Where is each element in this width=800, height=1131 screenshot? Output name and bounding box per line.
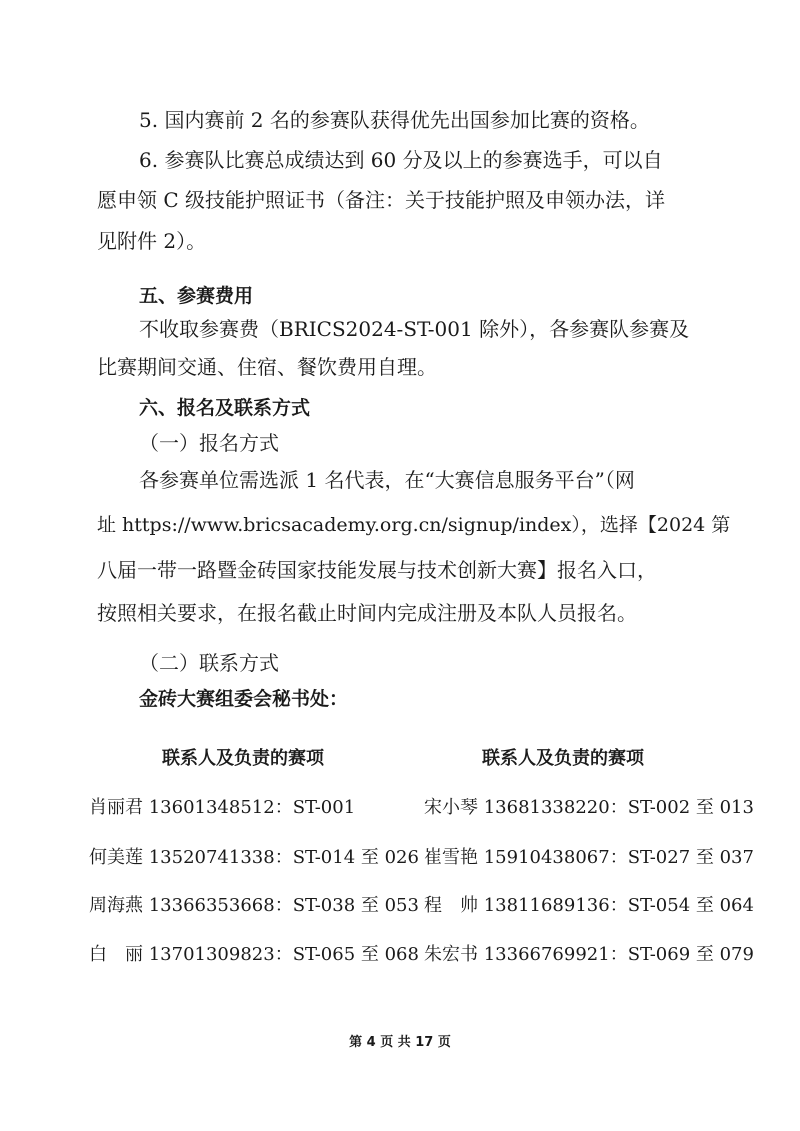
section-6-title: 六、报名及联系方式 bbox=[139, 397, 311, 419]
contact-right-4: 朱宏书 13366769921：ST-069 至 079 bbox=[424, 944, 754, 965]
item-6-line-1: 6. 参赛队比赛总成绩达到 60 分及以上的参赛选手，可以自 bbox=[139, 148, 663, 172]
contact-left-3: 周海燕 13366353668：ST-038 至 053 bbox=[89, 895, 419, 916]
item-6-line-2: 愿申领 C 级技能护照证书（备注：关于技能护照及申领办法，详 bbox=[97, 188, 666, 212]
item-6-line-3: 见附件 2）。 bbox=[97, 229, 207, 253]
secretariat-heading: 金砖大赛组委会秘书处： bbox=[139, 688, 349, 710]
contact-right-2: 崔雪艳 15910438067：ST-027 至 037 bbox=[424, 847, 754, 868]
contact-left-2: 何美莲 13520741338：ST-014 至 026 bbox=[89, 847, 419, 868]
contact-right-3: 程 帅 13811689136：ST-054 至 064 bbox=[424, 895, 754, 916]
subsection-1-line-3: 八届一带一路暨金砖国家技能发展与技术创新大赛】报名入口， bbox=[97, 558, 657, 582]
subsection-2-title: （二）联系方式 bbox=[139, 651, 279, 675]
subsection-1-line-1: 各参赛单位需选派 1 名代表，在“大赛信息服务平台”（网 bbox=[139, 468, 635, 492]
contact-left-4: 白 丽 13701309823：ST-065 至 068 bbox=[89, 944, 419, 965]
section-5-line-2: 比赛期间交通、住宿、餐饮费用自理。 bbox=[97, 355, 437, 379]
subsection-1-line-2: 址 https://www.bricsacademy.org.cn/signup/index），选择【2024 第 bbox=[97, 514, 731, 536]
contact-left-1: 肖丽君 13601348512：ST-001 bbox=[89, 797, 356, 818]
item-5: 5. 国内赛前 2 名的参赛队获得优先出国参加比赛的资格。 bbox=[139, 108, 650, 132]
section-5-title: 五、参赛费用 bbox=[139, 285, 254, 307]
subsection-1-title: （一）报名方式 bbox=[139, 431, 279, 455]
contact-right-1: 宋小琴 13681338220：ST-002 至 013 bbox=[424, 797, 754, 818]
contacts-header-right: 联系人及负责的赛项 bbox=[482, 748, 644, 769]
contacts-header-left: 联系人及负责的赛项 bbox=[162, 748, 324, 769]
subsection-1-line-4: 按照相关要求，在报名截止时间内完成注册及本队人员报名。 bbox=[97, 601, 637, 625]
section-5-line-1: 不收取参赛费（BRICS2024-ST-001 除外），各参赛队参赛及 bbox=[139, 317, 690, 341]
page-number: 第 4 页 共 17 页 bbox=[349, 1035, 451, 1050]
